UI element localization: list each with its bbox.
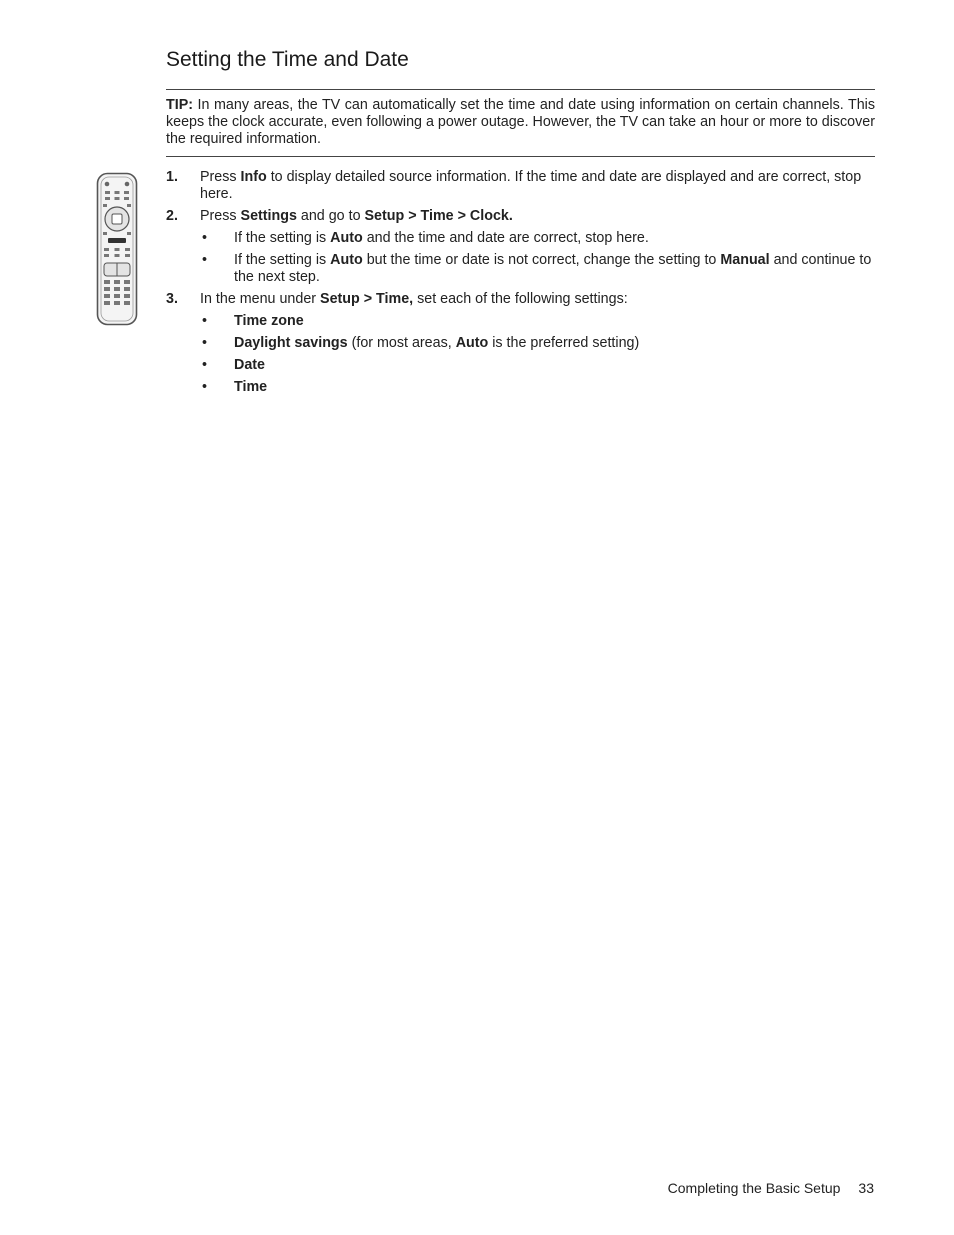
tip-bottom-rule — [166, 156, 875, 157]
step-3-bullets — [200, 313, 875, 396]
bullet-marker: • — [202, 252, 208, 268]
step-text: Press — [200, 208, 241, 224]
footer-section-title: Completing the Basic Setup — [667, 1180, 841, 1196]
step-1 — [166, 169, 875, 203]
bullet-keyword: Auto — [455, 335, 489, 351]
bullet-keyword: Time zone — [234, 313, 304, 329]
bullet-text: If the setting is — [234, 252, 331, 268]
step-3 — [166, 291, 875, 396]
bullet-marker: • — [202, 357, 208, 373]
bullet-keyword: Auto — [330, 252, 363, 268]
page-number: 33 — [858, 1180, 874, 1196]
step-2 — [166, 208, 875, 286]
step-keyword: Setup > Time > Clock. — [364, 208, 513, 224]
step-keyword: Setup > Time, — [320, 291, 414, 307]
remote-control-icon — [96, 172, 138, 326]
step-text: In the menu under — [200, 291, 321, 307]
tip-text: In many areas, the TV can automatically set the time and date using information on certain channels. This keeps the clock accurate, even following a power outage. However, the TV can take an hour or more to discover the required information. — [166, 97, 875, 147]
tip-label: TIP: — [166, 97, 194, 113]
bullet-item — [200, 357, 875, 374]
bullet-text: If the setting is — [234, 230, 331, 246]
bullet-marker: • — [202, 335, 208, 351]
step-text: set each of the following settings: — [413, 291, 628, 307]
bullet-item — [200, 379, 875, 396]
bullet-keyword: Time — [234, 379, 268, 395]
bullet-keyword: Manual — [720, 252, 770, 268]
setup-steps — [166, 169, 875, 401]
bullet-keyword: Daylight savings — [234, 335, 348, 351]
bullet-marker: • — [202, 230, 208, 246]
page-footer — [668, 1180, 874, 1196]
top-rule — [166, 89, 875, 90]
bullet-text: but the time or date is not correct, change the setting to — [362, 252, 721, 268]
step-text: and go to — [296, 208, 365, 224]
bullet-text: and continue to the next step. — [234, 252, 872, 285]
bullet-marker: • — [202, 313, 208, 329]
tip-paragraph — [166, 97, 875, 148]
step-number: 2. — [166, 208, 178, 224]
step-text: to display detailed source information. If the time and date are displayed and are correct, stop here. — [200, 169, 862, 202]
bullet-item — [200, 313, 875, 330]
bullet-text: and the time and date are correct, stop here. — [362, 230, 649, 246]
bullet-item — [200, 252, 875, 286]
step-2-bullets — [200, 230, 875, 286]
bullet-keyword: Auto — [330, 230, 363, 246]
step-number: 3. — [166, 291, 178, 307]
step-keyword: Info — [240, 169, 267, 185]
page-title: Setting the Time and Date — [166, 48, 409, 71]
bullet-text: is the preferred setting) — [488, 335, 640, 351]
bullet-keyword: Date — [234, 357, 265, 373]
bullet-text: (for most areas, — [347, 335, 456, 351]
step-keyword: Settings — [240, 208, 297, 224]
bullet-item — [200, 335, 875, 352]
step-number: 1. — [166, 169, 178, 185]
bullet-marker: • — [202, 379, 208, 395]
bullet-item — [200, 230, 875, 247]
step-text: Press — [200, 169, 241, 185]
